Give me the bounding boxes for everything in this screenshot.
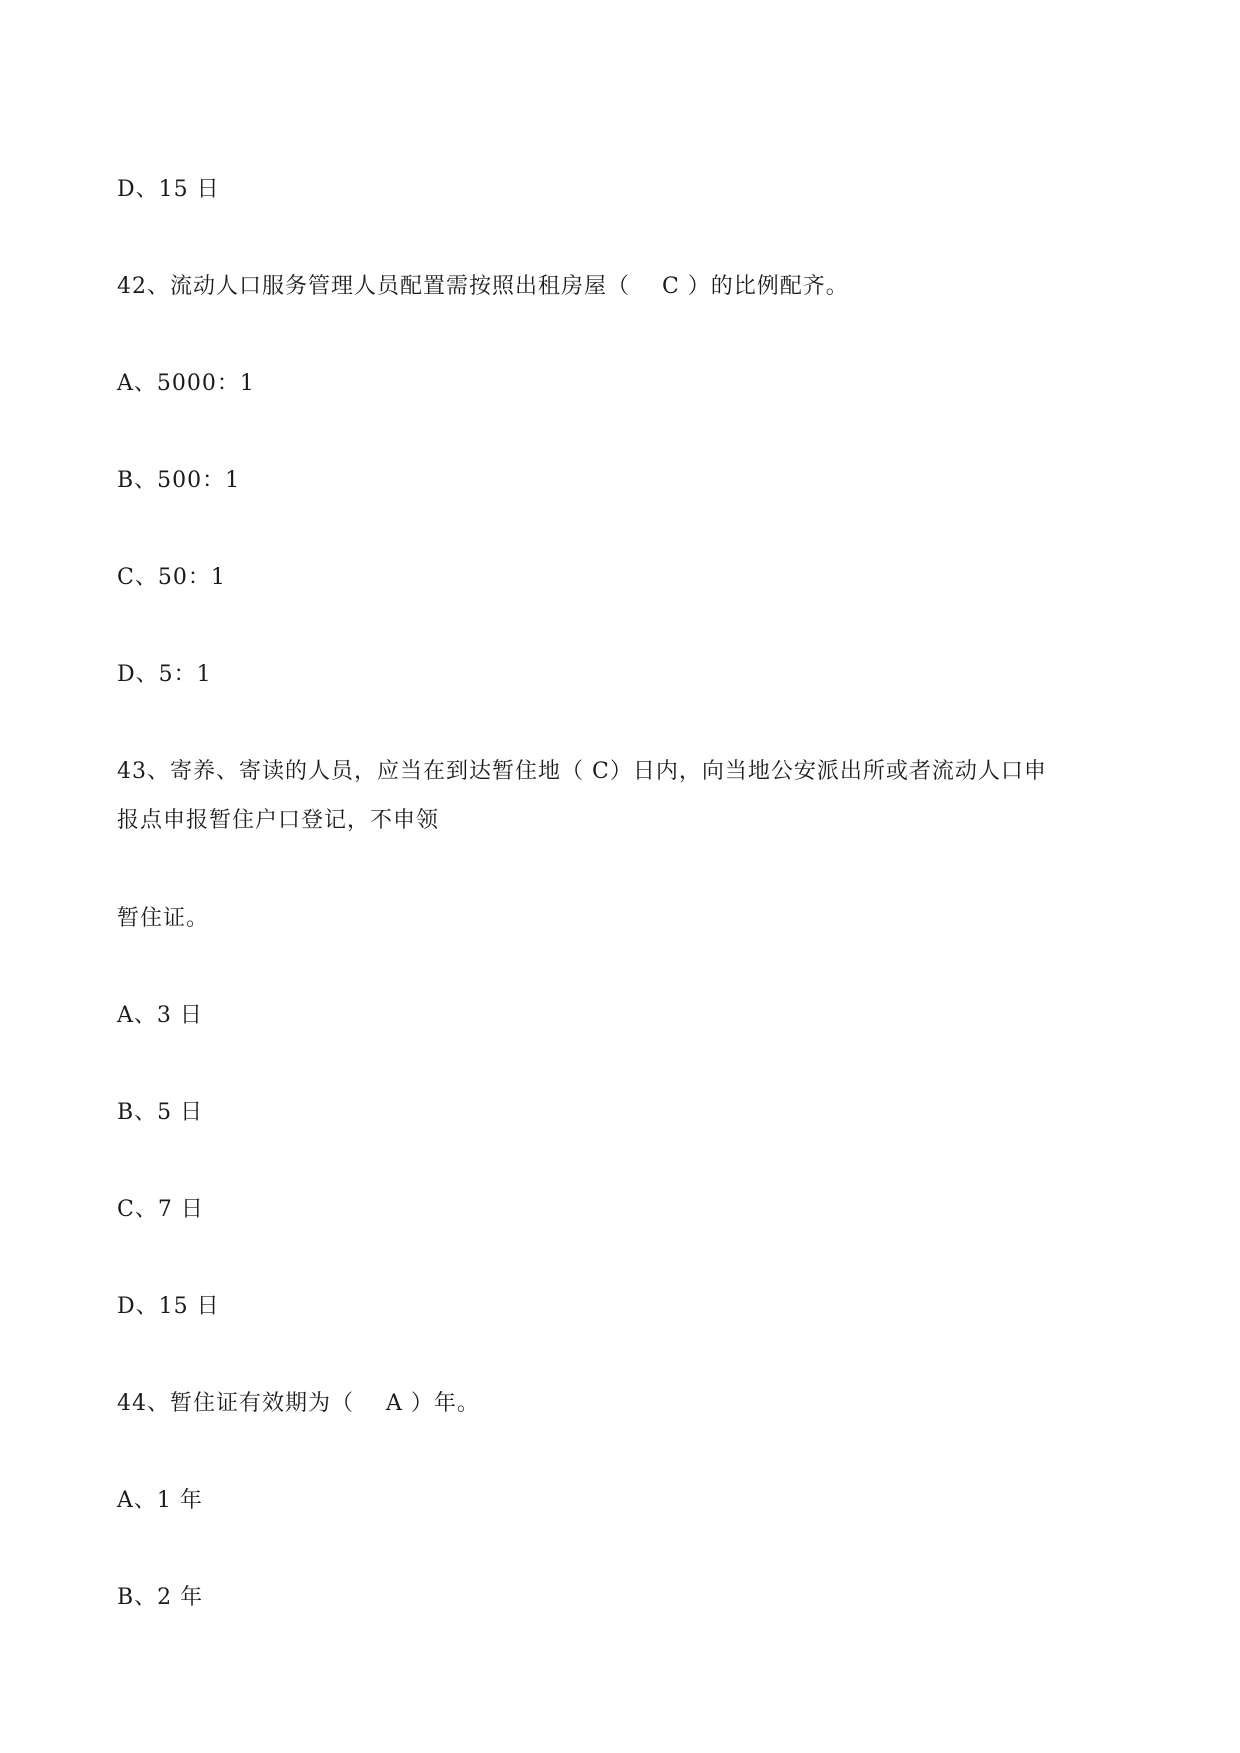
q42-option-b: B、500：1	[117, 468, 241, 493]
q43-question-line3: 暂住证。	[117, 906, 210, 931]
q41-option-d: D、15 日	[117, 177, 220, 202]
q44-question: 44、暂住证有效期为（ A ）年。	[117, 1391, 480, 1416]
q42-question: 42、流动人口服务管理人员配置需按照出租房屋（ C ）的比例配齐。	[117, 274, 849, 299]
q43-option-d: D、15 日	[117, 1294, 220, 1319]
q43-option-b: B、5 日	[117, 1100, 204, 1125]
q42-option-c: C、50：1	[117, 565, 226, 590]
q43-option-a: A、3 日	[117, 1003, 203, 1028]
q44-option-b: B、2 年	[117, 1585, 204, 1610]
q42-option-a: A、5000：1	[117, 371, 255, 396]
q44-option-a: A、1 年	[117, 1488, 203, 1513]
q43-question-line1: 43、寄养、寄读的人员，应当在到达暂住地（ C）日内，向当地公安派出所或者流动人口申	[117, 759, 1047, 784]
q43-option-c: C、7 日	[117, 1197, 204, 1222]
q43-question-line2: 报点申报暂住户口登记，不申领	[117, 808, 440, 833]
q42-option-d: D、5：1	[117, 662, 212, 687]
